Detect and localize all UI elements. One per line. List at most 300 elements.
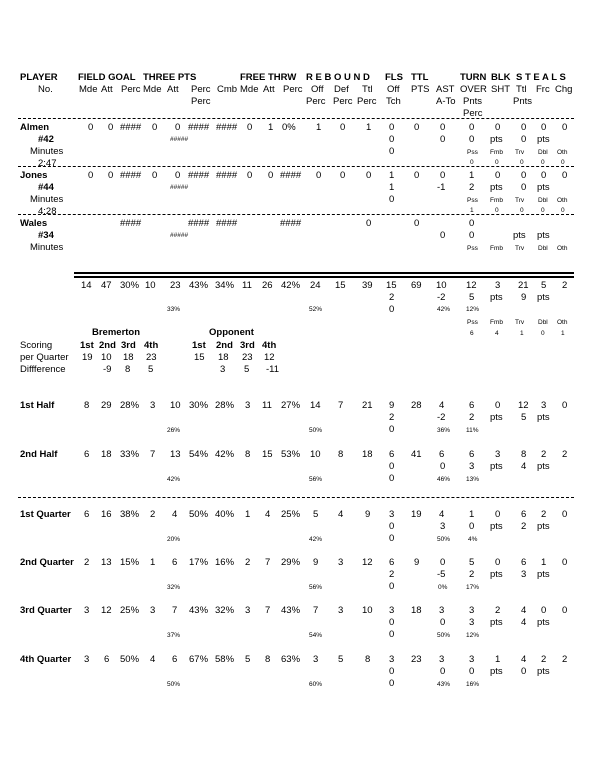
period-label: 2nd Half xyxy=(20,449,58,460)
stat-cell: 3 xyxy=(245,400,251,411)
stat-cell: 6 xyxy=(172,557,178,568)
stat-cell: 18 xyxy=(411,605,422,616)
stat-cell: 0 xyxy=(389,629,395,640)
divider xyxy=(18,166,574,167)
stat-cell: 0% xyxy=(282,122,296,133)
total-cell: pts xyxy=(490,292,503,303)
stat-cell: 6 xyxy=(389,449,395,460)
stat-cell: 2 xyxy=(389,412,395,423)
stat-cell: 1 xyxy=(268,122,274,133)
stat-cell: 9 xyxy=(313,557,319,568)
stat-cell: 0 xyxy=(389,533,395,544)
stat-cell: 0 xyxy=(316,170,322,181)
stat-cell: 3 xyxy=(313,654,319,665)
stat-cell: 1 xyxy=(245,509,251,520)
stat-cell: 0 xyxy=(521,666,527,677)
stat-cell: 14 xyxy=(310,400,321,411)
stat-cell-small: 4% xyxy=(468,536,478,543)
opponent-quarter-diff: 5 xyxy=(244,364,250,375)
stat-cell: 41 xyxy=(411,449,422,460)
stat-cell: 0 xyxy=(440,461,446,472)
column-group-header: BLK xyxy=(491,72,511,83)
stat-cell-small: ##### xyxy=(170,232,189,239)
turnover-type-label: Trv xyxy=(515,149,525,156)
stat-cell: 16% xyxy=(215,557,235,568)
column-subheader: Perc xyxy=(333,96,353,107)
total-cell: 42% xyxy=(281,280,301,291)
column-header: OVER xyxy=(460,84,487,95)
stat-cell-small: 46% xyxy=(437,476,451,483)
stat-cell: 7 xyxy=(150,449,156,460)
player-name: Wales xyxy=(20,218,48,229)
stat-cell: #### xyxy=(188,170,210,181)
turnover-type-value: 0 xyxy=(541,159,545,166)
stat-cell: #### xyxy=(188,218,210,229)
stat-cell: #### xyxy=(216,122,238,133)
total-cell: 0 xyxy=(389,304,395,315)
stat-cell: 0 xyxy=(389,461,395,472)
stat-cell: 29% xyxy=(281,557,301,568)
scoring-row-label: Scoring xyxy=(20,340,53,351)
stat-cell: 0 xyxy=(469,666,475,677)
stat-cell: 0 xyxy=(389,666,395,677)
stat-cell: 7 xyxy=(265,557,271,568)
stat-cell-small: 0% xyxy=(438,584,448,591)
stat-cell: 0 xyxy=(521,182,527,193)
player-number: #34 xyxy=(38,230,54,241)
opponent-quarter-diff: 3 xyxy=(220,364,226,375)
stat-cell-small: ##### xyxy=(170,136,189,143)
stat-cell: 10 xyxy=(362,605,373,616)
total-cell: 15 xyxy=(335,280,346,291)
team-quarter-score: 10 xyxy=(101,352,112,363)
stat-cell-small: 50% xyxy=(437,632,451,639)
stat-cell: 0 xyxy=(152,170,158,181)
divider xyxy=(18,497,574,498)
stat-cell: 0 xyxy=(440,122,446,133)
stat-cell: 10 xyxy=(170,400,181,411)
stat-cell: 28% xyxy=(215,400,235,411)
stat-cell: 3 xyxy=(521,569,527,580)
total-cell: 23 xyxy=(170,280,181,291)
stat-cell: 6 xyxy=(439,449,445,460)
column-group-header: S T E A L S xyxy=(516,72,566,83)
total-cell-small: 42% xyxy=(437,306,451,313)
stat-cell: pts xyxy=(537,412,550,423)
stat-cell: 0 xyxy=(541,170,547,181)
stat-cell: 9 xyxy=(389,400,395,411)
stat-cell: 2 xyxy=(389,569,395,580)
column-header: Ttl xyxy=(516,84,527,95)
turnover-type-value: 0 xyxy=(561,159,565,166)
stat-cell: #### xyxy=(280,218,302,229)
stat-cell: 6 xyxy=(469,400,475,411)
stat-cell: pts xyxy=(537,134,550,145)
total-cell: 10 xyxy=(436,280,447,291)
stat-cell: 0 xyxy=(440,666,446,677)
stat-cell: 0 xyxy=(469,521,475,532)
turnover-type-label: Pss xyxy=(467,245,478,252)
stat-cell: 1 xyxy=(389,170,395,181)
stat-cell: 5 xyxy=(313,509,319,520)
stat-cell-small: 17% xyxy=(466,584,480,591)
stat-cell: pts xyxy=(490,521,503,532)
turnover-type-value: 4 xyxy=(495,330,499,337)
stat-cell: 4 xyxy=(172,509,178,520)
stat-cell: 40% xyxy=(215,509,235,520)
minutes-label: Minutes xyxy=(30,242,64,253)
turnover-type-value: 1 xyxy=(520,330,524,337)
stat-cell: #### xyxy=(120,122,142,133)
stat-cell: 0 xyxy=(389,581,395,592)
stat-cell-small: 43% xyxy=(437,681,451,688)
turnover-type-label: Oth xyxy=(557,319,568,326)
column-group-header: FREE THRW xyxy=(240,72,297,83)
player-name: Almen xyxy=(20,122,50,133)
column-header: AST xyxy=(436,84,455,95)
stat-cell: 28 xyxy=(411,400,422,411)
stat-cell: 2 xyxy=(541,509,547,520)
quarter-header: 1st xyxy=(192,340,206,351)
stat-cell: 12 xyxy=(101,605,112,616)
stat-cell: 4 xyxy=(521,605,527,616)
stat-cell: 21 xyxy=(362,400,373,411)
stat-cell: #### xyxy=(280,170,302,181)
stat-cell: 4 xyxy=(265,509,271,520)
stat-cell: 3 xyxy=(469,605,475,616)
turnover-type-label: Fmb xyxy=(490,149,503,156)
stat-cell: 3 xyxy=(389,605,395,616)
stat-cell-small: 13% xyxy=(466,476,480,483)
turnover-type-value: 0 xyxy=(541,207,545,214)
column-group-header: FIELD GOAL xyxy=(78,72,136,83)
turnover-type-label: Oth xyxy=(557,149,568,156)
stat-cell: 18 xyxy=(101,449,112,460)
stat-cell: 30% xyxy=(189,400,209,411)
turnover-type-label: Fmb xyxy=(490,245,503,252)
stat-cell: 10 xyxy=(310,449,321,460)
stat-cell: 1 xyxy=(316,122,322,133)
stat-cell: 0 xyxy=(175,122,181,133)
total-cell: 47 xyxy=(101,280,112,291)
stat-cell: 0 xyxy=(521,122,527,133)
stat-cell: 0 xyxy=(389,122,395,133)
stat-cell: 0 xyxy=(440,170,446,181)
stat-cell: -2 xyxy=(437,412,446,423)
stat-cell: 5 xyxy=(469,557,475,568)
stat-cell: 3 xyxy=(84,654,90,665)
stat-cell: pts xyxy=(490,461,503,472)
stat-cell: 58% xyxy=(215,654,235,665)
stat-cell: 0 xyxy=(389,473,395,484)
stat-cell: 7 xyxy=(338,400,344,411)
column-header: Perc xyxy=(191,84,211,95)
stat-cell: 2 xyxy=(562,449,568,460)
column-group-header: R E B O U N D xyxy=(306,72,370,83)
stat-cell: pts xyxy=(537,521,550,532)
stat-cell: 3 xyxy=(389,509,395,520)
stat-cell: 27% xyxy=(281,400,301,411)
stat-cell: 2 xyxy=(521,521,527,532)
stat-cell: 0 xyxy=(414,218,420,229)
stat-cell: 53% xyxy=(281,449,301,460)
stat-cell-small: ##### xyxy=(170,184,189,191)
total-cell: 24 xyxy=(310,280,321,291)
stat-cell: 54% xyxy=(189,449,209,460)
stat-cell: 0 xyxy=(541,605,547,616)
stat-cell: 0 xyxy=(495,170,501,181)
stat-cell: pts xyxy=(537,666,550,677)
stat-cell: 2 xyxy=(469,569,475,580)
stat-cell: 2 xyxy=(541,449,547,460)
total-cell: 3 xyxy=(495,280,501,291)
stat-cell: 7 xyxy=(313,605,319,616)
stat-cell: 67% xyxy=(189,654,209,665)
stat-cell: 0 xyxy=(366,218,372,229)
team-quarter-score: 18 xyxy=(123,352,134,363)
stat-cell: 33% xyxy=(120,449,140,460)
stat-cell: 3 xyxy=(245,605,251,616)
stat-cell: 38% xyxy=(120,509,140,520)
stat-cell: 4 xyxy=(521,461,527,472)
stat-cell-small: 26% xyxy=(167,427,181,434)
stat-cell: #### xyxy=(120,218,142,229)
total-cell: pts xyxy=(537,292,550,303)
column-subheader: Pnts xyxy=(463,96,483,107)
stat-cell: 29 xyxy=(101,400,112,411)
total-cell: 2 xyxy=(389,292,395,303)
minutes-label: Minutes xyxy=(30,194,64,205)
stat-cell: 3 xyxy=(439,605,445,616)
turnover-type-label: Dbl xyxy=(538,319,548,326)
stat-cell: -1 xyxy=(437,182,446,193)
scoring-row-label: per Quarter xyxy=(20,352,69,363)
stat-cell-small: 12% xyxy=(466,632,480,639)
column-subheader: Perc xyxy=(357,96,377,107)
stat-cell: 0 xyxy=(340,170,346,181)
stat-cell: 0 xyxy=(175,170,181,181)
stat-cell: 4 xyxy=(150,654,156,665)
player-number: #42 xyxy=(38,134,54,145)
stat-cell: 0 xyxy=(562,557,568,568)
quarter-header: 4th xyxy=(262,340,277,351)
turnover-type-label: Dbl xyxy=(538,197,548,204)
column-header: SHT xyxy=(491,84,510,95)
column-subheader: Perc xyxy=(463,108,483,119)
divider xyxy=(18,118,574,119)
stat-cell: 1 xyxy=(469,509,475,520)
total-cell: 43% xyxy=(189,280,209,291)
stat-cell: 4 xyxy=(439,400,445,411)
stat-cell: 0 xyxy=(440,134,446,145)
turnover-type-label: Trv xyxy=(515,319,525,326)
stat-cell: 0 xyxy=(562,122,568,133)
team-quarter-diff: 5 xyxy=(148,364,154,375)
stat-cell: 15% xyxy=(120,557,140,568)
quarter-header: 3rd xyxy=(240,340,255,351)
column-header: Chg xyxy=(555,84,573,95)
stat-cell: 3 xyxy=(338,605,344,616)
stat-cell: 13 xyxy=(101,557,112,568)
player-name: Jones xyxy=(20,170,48,181)
total-cell-small: 12% xyxy=(466,306,480,313)
stat-cell: pts xyxy=(490,134,503,145)
stat-cell: 6 xyxy=(104,654,110,665)
stat-cell: 5 xyxy=(521,412,527,423)
stat-cell: 3 xyxy=(541,400,547,411)
stat-cell: 9 xyxy=(365,509,371,520)
period-label: 4th Quarter xyxy=(20,654,72,665)
column-header: Off xyxy=(311,84,324,95)
total-cell: 11 xyxy=(242,280,252,291)
column-header: Perc xyxy=(121,84,141,95)
total-cell: 21 xyxy=(518,280,529,291)
total-cell: 30% xyxy=(120,280,140,291)
stat-cell-small: 50% xyxy=(167,681,181,688)
stat-cell: 0 xyxy=(366,170,372,181)
stat-cell: 6 xyxy=(172,654,178,665)
stat-cell: 5 xyxy=(338,654,344,665)
stat-cell: 0 xyxy=(495,122,501,133)
stat-cell: 0 xyxy=(268,170,274,181)
player-number: #44 xyxy=(38,182,54,193)
quarter-header: 4th xyxy=(144,340,159,351)
stat-cell: 17% xyxy=(189,557,209,568)
minutes-value: 2:47 xyxy=(38,158,57,169)
stat-cell: 6 xyxy=(521,557,527,568)
stat-cell: 18 xyxy=(362,449,373,460)
column-group-header: THREE PTS xyxy=(143,72,197,83)
total-cell: 39 xyxy=(362,280,373,291)
stat-cell: 6 xyxy=(84,509,90,520)
stat-cell: pts xyxy=(537,461,550,472)
total-cell-small: 33% xyxy=(167,306,181,313)
stat-cell-small: 50% xyxy=(437,536,451,543)
turnover-type-label: Fmb xyxy=(490,319,503,326)
stat-cell: 4 xyxy=(439,509,445,520)
stat-cell: 0 xyxy=(440,557,446,568)
stat-cell: 5 xyxy=(245,654,251,665)
stat-cell: 0 xyxy=(389,424,395,435)
stat-cell: 0 xyxy=(495,509,501,520)
stat-cell: 0 xyxy=(414,122,420,133)
team-quarter-score: 19 xyxy=(82,352,93,363)
column-header: Perc xyxy=(283,84,303,95)
turnover-type-label: Oth xyxy=(557,245,568,252)
turnover-type-label: Trv xyxy=(515,245,525,252)
stat-cell-small: 37% xyxy=(167,632,181,639)
stat-cell: 3 xyxy=(469,461,475,472)
stat-cell: 50% xyxy=(120,654,140,665)
total-cell: 26 xyxy=(262,280,273,291)
stat-cell: 8 xyxy=(338,449,344,460)
stat-cell-small: 54% xyxy=(309,632,323,639)
stat-cell: 3 xyxy=(150,605,156,616)
stat-cell: #### xyxy=(120,170,142,181)
stat-cell: 25% xyxy=(281,509,301,520)
stat-cell: 1 xyxy=(541,557,547,568)
total-cell: 69 xyxy=(411,280,422,291)
stat-cell: 19 xyxy=(411,509,422,520)
period-label: 1st Quarter xyxy=(20,509,71,520)
stat-cell: 0 xyxy=(562,509,568,520)
stat-cell: 0 xyxy=(389,617,395,628)
quarter-header: 2nd xyxy=(216,340,233,351)
stat-cell: 63% xyxy=(281,654,301,665)
column-subheader: Perc xyxy=(306,96,326,107)
turnover-type-value: 0 xyxy=(520,207,524,214)
stat-cell: 0 xyxy=(389,134,395,145)
minutes-value: 4:28 xyxy=(38,206,57,217)
stat-cell: 1 xyxy=(389,182,395,193)
stat-cell: 3 xyxy=(439,654,445,665)
turnover-type-label: Dbl xyxy=(538,245,548,252)
opponent-quarter-diff: -11 xyxy=(266,364,280,375)
column-subheader: A-To xyxy=(436,96,456,107)
stat-cell: 0 xyxy=(88,122,94,133)
total-cell: 5 xyxy=(469,292,475,303)
column-header: Mde xyxy=(143,84,162,95)
stat-cell: 7 xyxy=(172,605,178,616)
stat-cell: 0 xyxy=(562,170,568,181)
turnover-type-label: Trv xyxy=(515,197,525,204)
column-header: Att xyxy=(101,84,113,95)
total-cell: 15 xyxy=(386,280,397,291)
stat-cell: 7 xyxy=(265,605,271,616)
stat-cell: 0 xyxy=(562,400,568,411)
turnover-type-value: 0 xyxy=(561,207,565,214)
stat-cell: 12 xyxy=(518,400,529,411)
stat-cell: 0 xyxy=(389,146,395,157)
minutes-label: Minutes xyxy=(30,146,64,157)
turnover-type-label: Fmb xyxy=(490,197,503,204)
stat-cell: #### xyxy=(188,122,210,133)
stat-cell: pts xyxy=(537,569,550,580)
stat-cell: 6 xyxy=(389,557,395,568)
stat-cell: 1 xyxy=(366,122,372,133)
stat-cell: 0 xyxy=(389,678,395,689)
stat-cell: pts xyxy=(537,230,550,241)
stat-cell: 0 xyxy=(469,134,475,145)
column-header: Off xyxy=(387,84,400,95)
column-header: Cmb xyxy=(217,84,238,95)
stat-cell: 0 xyxy=(389,194,395,205)
stat-cell-small: 42% xyxy=(309,536,323,543)
column-subheader: Perc xyxy=(191,96,211,107)
period-label: 1st Half xyxy=(20,400,55,411)
stat-cell: pts xyxy=(490,569,503,580)
stat-cell: 0 xyxy=(340,122,346,133)
column-header: Mde xyxy=(240,84,259,95)
quarter-header: 2nd xyxy=(99,340,116,351)
stat-cell: 0 xyxy=(495,400,501,411)
stat-cell: 9 xyxy=(414,557,420,568)
stat-cell: 3 xyxy=(150,400,156,411)
stat-cell: 8 xyxy=(365,654,371,665)
stat-cell-small: 60% xyxy=(309,681,323,688)
turnover-type-label: Pss xyxy=(467,319,478,326)
stat-cell: 16 xyxy=(101,509,112,520)
period-label: 2nd Quarter xyxy=(20,557,74,568)
stat-cell: 43% xyxy=(281,605,301,616)
total-cell: 10 xyxy=(145,280,156,291)
column-group-header: TURN xyxy=(460,72,487,83)
stat-cell: 2 xyxy=(150,509,156,520)
stat-cell-small: 56% xyxy=(309,476,323,483)
stat-cell: 0 xyxy=(440,617,446,628)
stat-cell: 12 xyxy=(362,557,373,568)
stat-cell: 23 xyxy=(411,654,422,665)
